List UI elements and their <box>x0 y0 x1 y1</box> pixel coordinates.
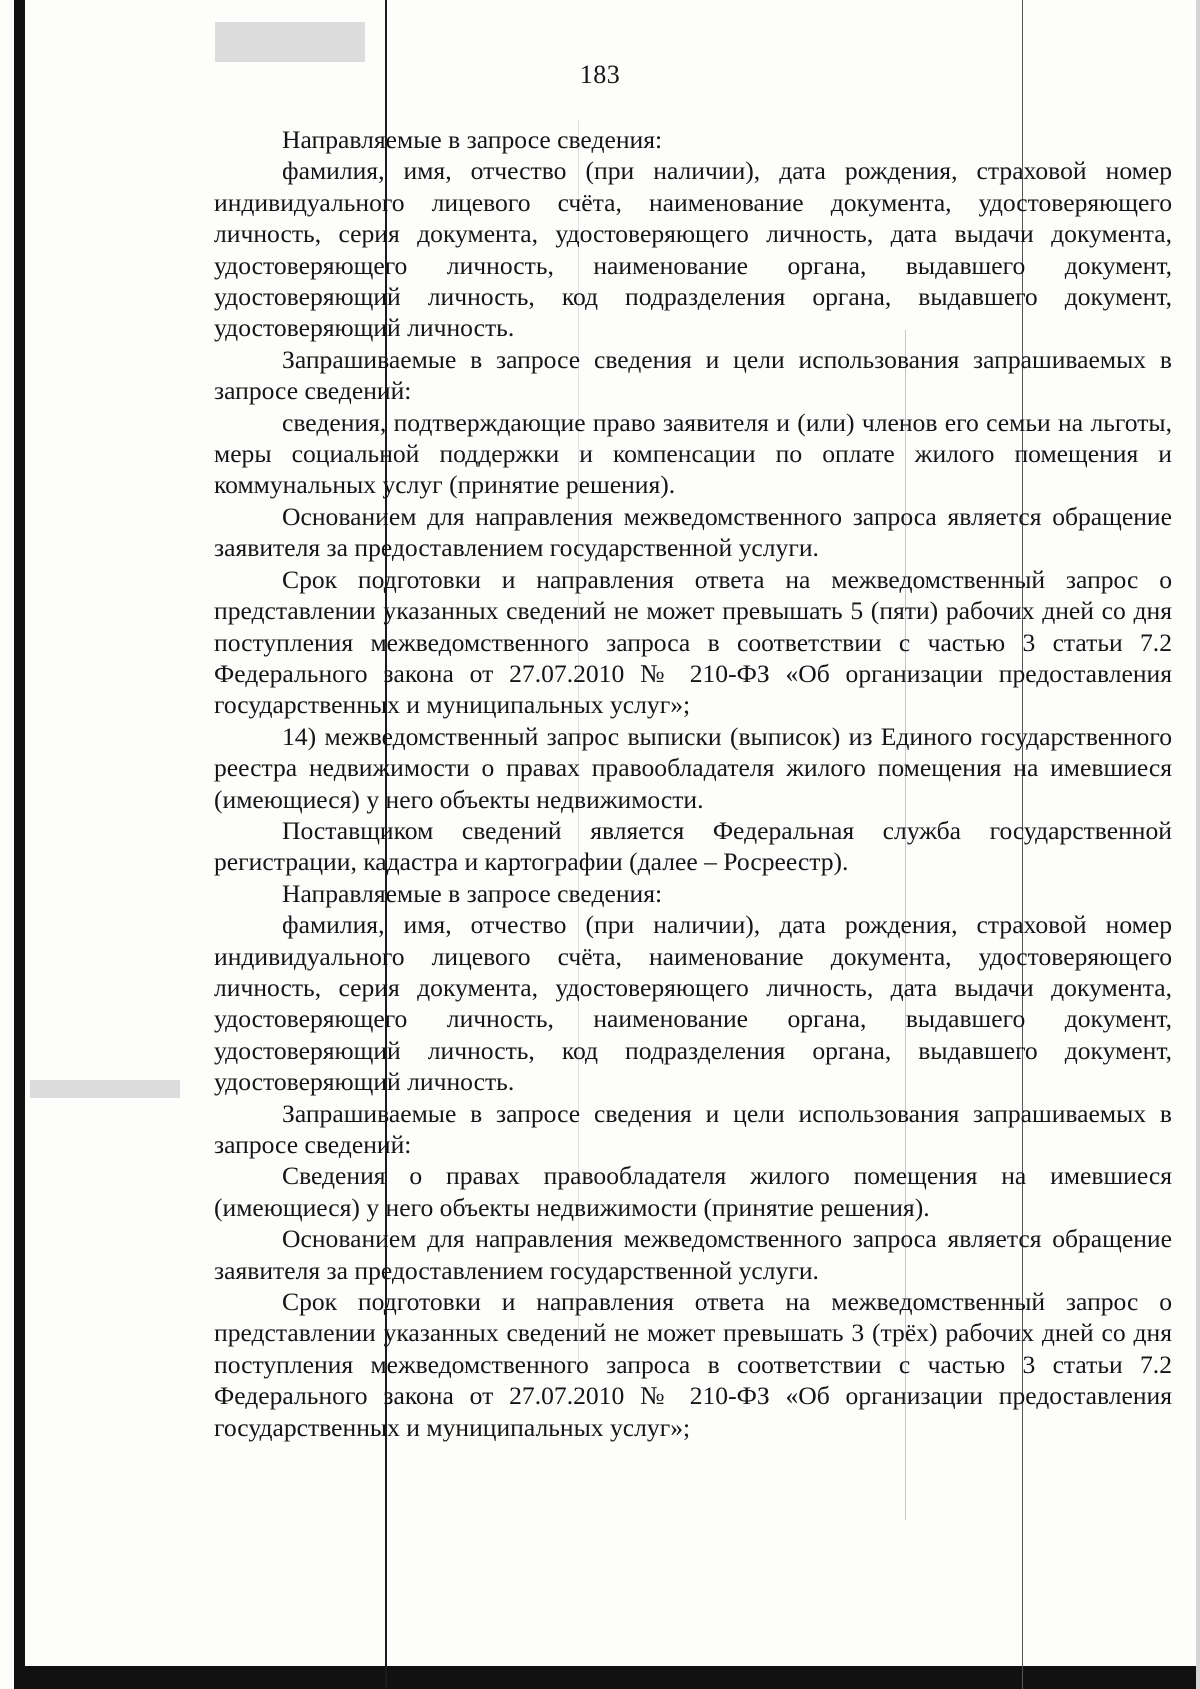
paragraph: Основанием для направления межведомственного запроса является обращение заявителя за предоставлением государственной услуги. <box>214 501 1172 563</box>
paragraph: сведения, подтверждающие право заявителя и (или) членов его семьи на льготы, меры социальной поддержки и компенсации по оплате жилого помещения и коммунальных услуг (принятие решения). <box>214 407 1172 500</box>
paragraph: Запрашиваемые в запросе сведения и цели использования запрашиваемых в запросе сведений: <box>214 1098 1172 1159</box>
paragraph: Направляемые в запросе сведения: <box>282 878 663 908</box>
scan-border-right <box>1196 0 1200 1689</box>
page-number: 183 <box>579 60 621 89</box>
scan-noise <box>215 22 365 62</box>
document-body <box>214 124 1172 1443</box>
paragraph: Сведения о правах правообладателя жилого помещения на имевшиеся (имеющиеся) у него объекты недвижимости (принятие решения). <box>214 1161 1172 1222</box>
paragraph: Основанием для направления межведомственного запроса является обращение заявителя за предоставлением государственной услуги. <box>214 1224 1172 1285</box>
paragraph: фамилия, имя, отчество (при наличии), дата рождения, страховой номер индивидуального лицевого счёта, наименование документа, удостоверяющего личность, серия документа, удостоверяющего личность, дата выдачи документа, удостоверяющего личность, наименование органа, выдавшего документ, удостоверяющий личность, код подразделения органа, выдавшего документ, удостоверяющий личность. <box>214 910 1172 1097</box>
paragraph: Запрашиваемые в запросе сведения и цели использования запрашиваемых в запросе сведений: <box>214 344 1172 406</box>
paragraph: фамилия, имя, отчество (при наличии), дата рождения, страховой номер индивидуального лицевого счёта, наименование документа, удостоверяющего личность, серия документа, удостоверяющего личность, дата выдачи документа, удостоверяющего личность, наименование органа, выдавшего документ, удостоверяющий личность, код подразделения органа, выдавшего документ, удостоверяющий личность. <box>214 156 1172 343</box>
paragraph: Срок подготовки и направления ответа на межведомственный запрос о представлении указанных сведений не может превышать 5 (пяти) рабочих дней со дня поступления межведомственного запроса в соответствии с частью 3 статьи 7.2 Федерального закона от 27.07.2010 № 210-ФЗ «Об организации предоставления государственных и муниципальных услуг»; <box>214 564 1172 720</box>
paragraph: Срок подготовки и направления ответа на межведомственный запрос о представлении указанных сведений не может превышать 3 (трёх) рабочих дней со дня поступления межведомственного запроса в соответствии с частью 3 статьи 7.2 Федерального закона от 27.07.2010 № 210-ФЗ «Об организации предоставления государственных и муниципальных услуг»; <box>214 1287 1172 1442</box>
scan-noise <box>30 1080 180 1098</box>
paragraph: 14) межведомственный запрос выписки (выписок) из Единого государственного реестра недвижимости о правах правообладателя жилого помещения на имевшиеся (имеющиеся) у него объекты недвижимости. <box>214 721 1172 814</box>
paragraph: Направляемые в запросе сведения: <box>282 125 663 154</box>
scan-border-left <box>14 0 25 1689</box>
paragraph: Поставщиком сведений является Федеральная служба государственной регистрации, кадастра и картографии (далее – Росреестр). <box>214 815 1172 877</box>
